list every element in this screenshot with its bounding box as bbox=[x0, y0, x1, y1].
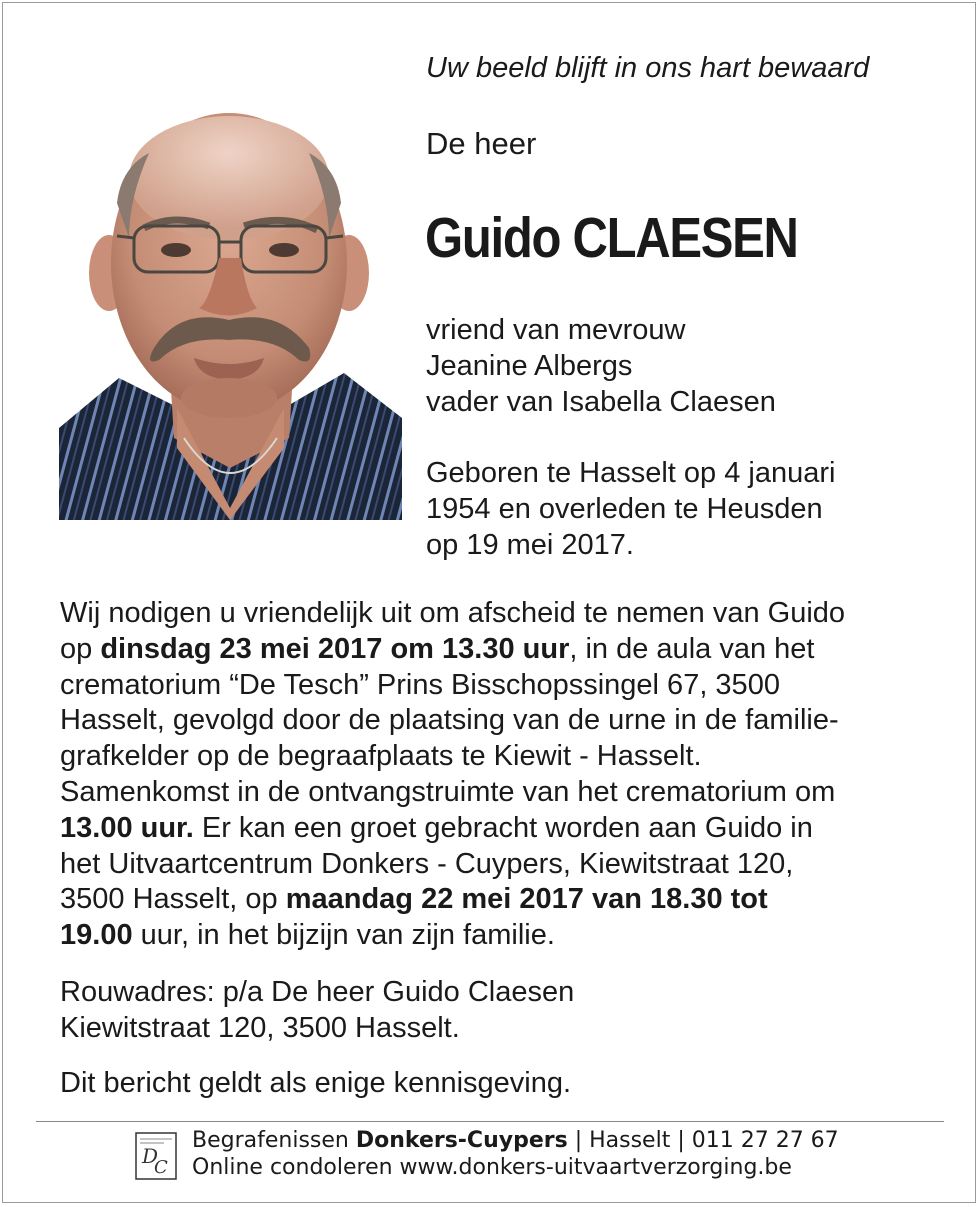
motto: Uw beeld blijft in ons hart bewaard bbox=[426, 52, 870, 84]
invitation-line: Wij nodigen u vriendelijk uit om afscheid te nemen van Guido bbox=[60, 597, 846, 629]
relation-line: Jeanine Albergs bbox=[426, 350, 633, 382]
portrait-photo bbox=[59, 108, 402, 520]
address-line: Rouwadres: p/a De heer Guido Claesen bbox=[60, 976, 575, 1008]
honorific-title: De heer bbox=[426, 126, 537, 161]
text-span: , in de aula van het bbox=[569, 632, 815, 665]
birth-line: 1954 en overleden te Heusden bbox=[426, 493, 823, 525]
gathering-time: 13.00 uur. bbox=[60, 811, 194, 844]
relation-line: vriend van mevrouw bbox=[426, 314, 686, 346]
ceremony-date: dinsdag 23 mei 2017 om 13.30 uur bbox=[100, 632, 570, 665]
invitation-line: Samenkomst in de ontvangstruimte van het crematorium om bbox=[60, 775, 836, 808]
invitation-line bbox=[60, 882, 845, 918]
svg-text:C: C bbox=[154, 1157, 168, 1178]
invitation-line bbox=[60, 811, 845, 847]
visitation-date: maandag 22 mei 2017 van 18.30 tot bbox=[285, 883, 768, 916]
footer-website-line: Online condoleren www.donkers-uitvaartverzorging.be bbox=[192, 1155, 792, 1180]
text-span: | Hasselt | 011 27 27 67 bbox=[567, 1128, 839, 1153]
birth-death-block bbox=[426, 455, 835, 563]
mourning-address bbox=[60, 974, 574, 1046]
relation-line: vader van Isabella Claesen bbox=[426, 386, 776, 418]
invitation-line: crematorium “De Tesch” Prins Bisschopssingel 67, 3500 bbox=[60, 668, 780, 701]
text-span: op bbox=[60, 632, 101, 665]
invitation-paragraph bbox=[60, 596, 845, 954]
text-span: Begrafenissen bbox=[192, 1128, 356, 1153]
footer-line bbox=[192, 1127, 839, 1154]
invitation-line: grafkelder op de begraafplaats te Kiewit - Hasselt. bbox=[60, 740, 702, 773]
svg-text:D: D bbox=[142, 1144, 159, 1168]
invitation-line: Hasselt, gevolgd door de plaatsing van de urne in de familie- bbox=[60, 704, 839, 737]
text-span: 3500 Hasselt, op bbox=[60, 883, 286, 916]
birth-line: op 19 mei 2017. bbox=[426, 529, 634, 561]
footer-divider bbox=[36, 1121, 944, 1122]
notice-text: Dit bericht geldt als enige kennisgeving. bbox=[60, 1067, 572, 1099]
birth-line: Geboren te Hasselt op 4 januari bbox=[426, 457, 836, 489]
visitation-end-time: 19.00 bbox=[60, 919, 133, 952]
invitation-line bbox=[60, 918, 845, 954]
deceased-name: Guido CLAESEN bbox=[425, 206, 798, 270]
text-span: Er kan een groet gebracht worden aan Guido in bbox=[193, 811, 813, 844]
invitation-line bbox=[60, 632, 845, 668]
invitation-line: het Uitvaartcentrum Donkers - Cuypers, Kiewitstraat 120, bbox=[60, 847, 794, 880]
text-span: uur, in het bijzijn van zijn familie. bbox=[132, 919, 555, 952]
address-line: Kiewitstraat 120, 3500 Hasselt. bbox=[60, 1012, 460, 1044]
footer bbox=[192, 1127, 839, 1181]
funeral-home-logo bbox=[134, 1131, 178, 1181]
relations-block bbox=[426, 312, 776, 420]
funeral-home-name: Donkers-Cuypers bbox=[355, 1128, 568, 1153]
